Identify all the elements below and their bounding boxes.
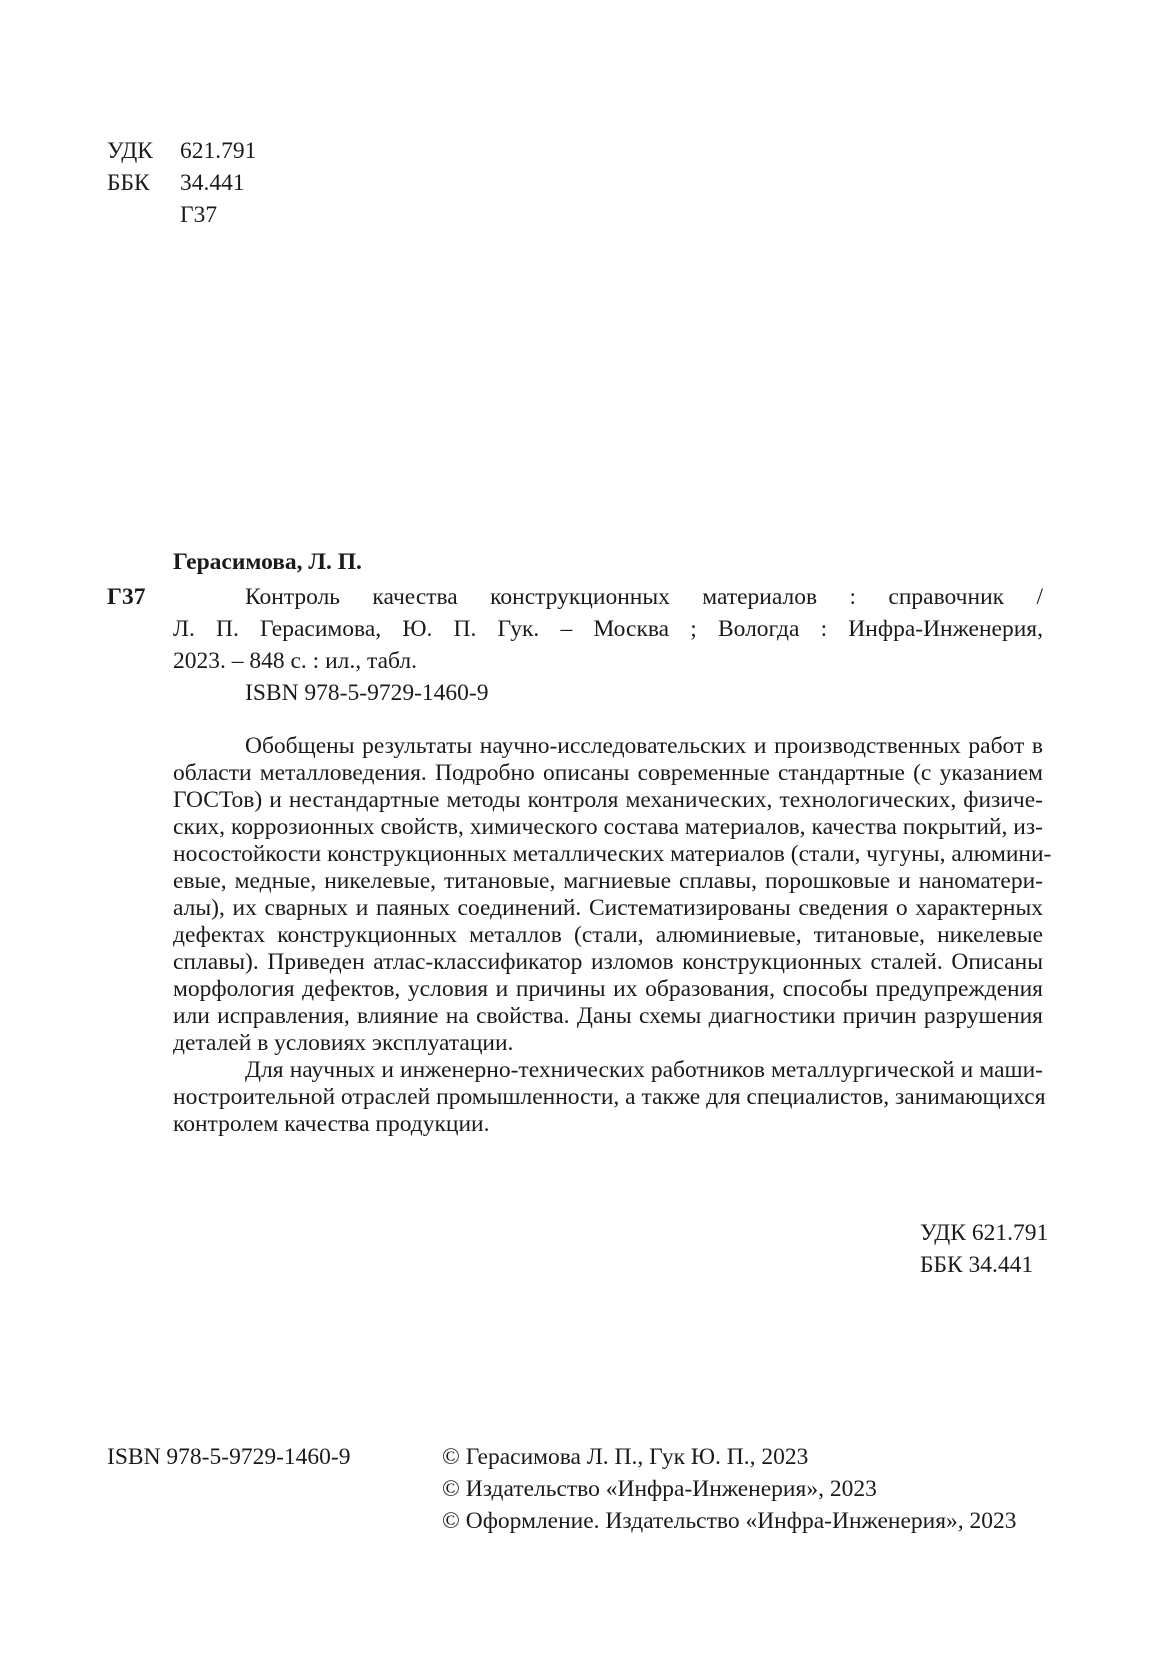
- annotation-line: алы), их сварных и паяных соединений. Систематизированы сведения о характерных: [173, 895, 1043, 921]
- annotation-line: области металловедения. Подробно описаны современные стандартные (с указанием: [173, 760, 1043, 786]
- udk-bottom: УДК 621.791: [920, 1220, 1049, 1246]
- author-mark-top: Г37: [180, 202, 218, 228]
- record-imprint-line: 2023. – 848 с. : ил., табл.: [173, 648, 417, 674]
- annotation-line: сплавы). Приведен атлас-классификатор изломов конструкционных сталей. Описаны: [173, 949, 1043, 975]
- annotation-line: дефектах конструкционных металлов (стали, алюминиевые, титановые, никелевые: [173, 922, 1043, 948]
- annotation-line: носостойкости конструкционных металлических материалов (стали, чугуны, алюмини-: [173, 841, 1052, 867]
- record-title-line: Контроль качества конструкционных материалов : справочник /: [245, 584, 1043, 610]
- copyright-design: © Оформление. Издательство «Инфра-Инженерия», 2023: [442, 1508, 1017, 1534]
- audience-line: контролем качества продукции.: [173, 1111, 490, 1137]
- udk-value: 621.791: [180, 138, 257, 164]
- audience-line: ностроительной отраслей промышленности, а также для специалистов, занимающихся: [173, 1084, 1046, 1110]
- footer-isbn: ISBN 978-5-9729-1460-9: [107, 1444, 351, 1470]
- record-author-mark: Г37: [107, 584, 146, 610]
- annotation-line: морфология дефектов, условия и причины их образования, способы предупреждения: [173, 976, 1043, 1002]
- bbk-label: ББК: [107, 170, 150, 196]
- copyright-publisher: © Издательство «Инфра-Инженерия», 2023: [442, 1476, 877, 1502]
- record-isbn: ISBN 978-5-9729-1460-9: [245, 680, 489, 706]
- record-author: Герасимова, Л. П.: [173, 549, 362, 575]
- record-authors-line: Л. П. Герасимова, Ю. П. Гук. – Москва ; Вологда : Инфра-Инженерия,: [173, 616, 1043, 642]
- annotation-line: евые, медные, никелевые, титановые, магниевые сплавы, порошковые и наноматери-: [173, 868, 1043, 894]
- annotation-line: ских, коррозионных свойств, химического состава материалов, качества покрытий, из-: [173, 814, 1043, 840]
- annotation-line: деталей в условиях эксплуатации.: [173, 1030, 514, 1056]
- udk-label: УДК: [107, 138, 153, 164]
- annotation-line: или исправления, влияние на свойства. Даны схемы диагностики причин разрушения: [173, 1003, 1043, 1029]
- audience-line: Для научных и инженерно-технических работников металлургической и маши-: [245, 1057, 1043, 1083]
- bbk-value: 34.441: [180, 170, 245, 196]
- annotation-line: ГОСТов) и нестандартные методы контроля механических, технологических, физиче-: [173, 787, 1043, 813]
- copyright-authors: © Герасимова Л. П., Гук Ю. П., 2023: [442, 1444, 809, 1470]
- annotation-line: Обобщены результаты научно-исследовательских и производственных работ в: [245, 733, 1043, 759]
- bbk-bottom: ББК 34.441: [920, 1252, 1034, 1278]
